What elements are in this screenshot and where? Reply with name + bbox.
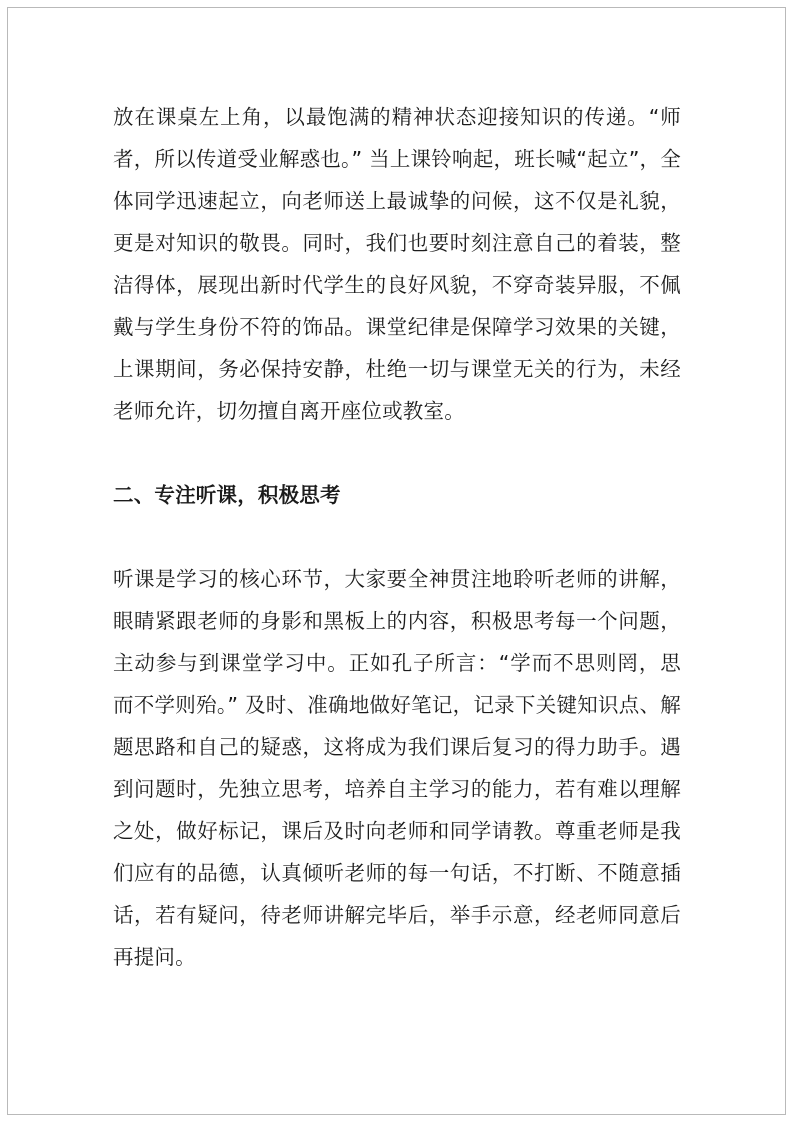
paragraph-spacer-1 <box>113 432 681 474</box>
paragraph-2: 听课是学习的核心环节，大家要全神贯注地聆听老师的讲解，眼睛紧跟老师的身影和黑板上的内容，积极思考每一个问题，主动参与到课堂学习中。正如孔子所言：“学而不思则罔，思而不学则殆。” 及时、准确地做好笔记，记录下关键知识点、解题思路和自己的疑惑，这将成为我们课后复习的得力助手。遇到问题时，先独立思考，培养自主学习的能力，若有难以理解之处，做好标记，课后及时向老师和同学请教。尊重老师是我们应有的品德，认真倾听老师的每一句话，不打断、不随意插话，若有疑问，待老师讲解完毕后，举手示意，经老师同意后再提问。 <box>113 567 681 969</box>
document-body <box>113 96 681 978</box>
paragraph-1: 放在课桌左上角，以最饱满的精神状态迎接知识的传递。“师者，所以传道受业解惑也。” 当上课铃响起，班长喊“起立”，全体同学迅速起立，向老师送上最诚挚的问候，这不仅是礼貌，更是对知识的敬畏。同时，我们也要时刻注意自己的着装，整洁得体，展现出新时代学生的良好风貌，不穿奇装异服，不佩戴与学生身份不符的饰品。课堂纪律是保障学习效果的关键，上课期间，务必保持安静，杜绝一切与课堂无关的行为，未经老师允许，切勿擅自离开座位或教室。 <box>113 105 681 423</box>
section-heading-2: 二、专注听课，积极思考 <box>113 483 341 507</box>
paragraph-spacer-2 <box>113 516 681 558</box>
